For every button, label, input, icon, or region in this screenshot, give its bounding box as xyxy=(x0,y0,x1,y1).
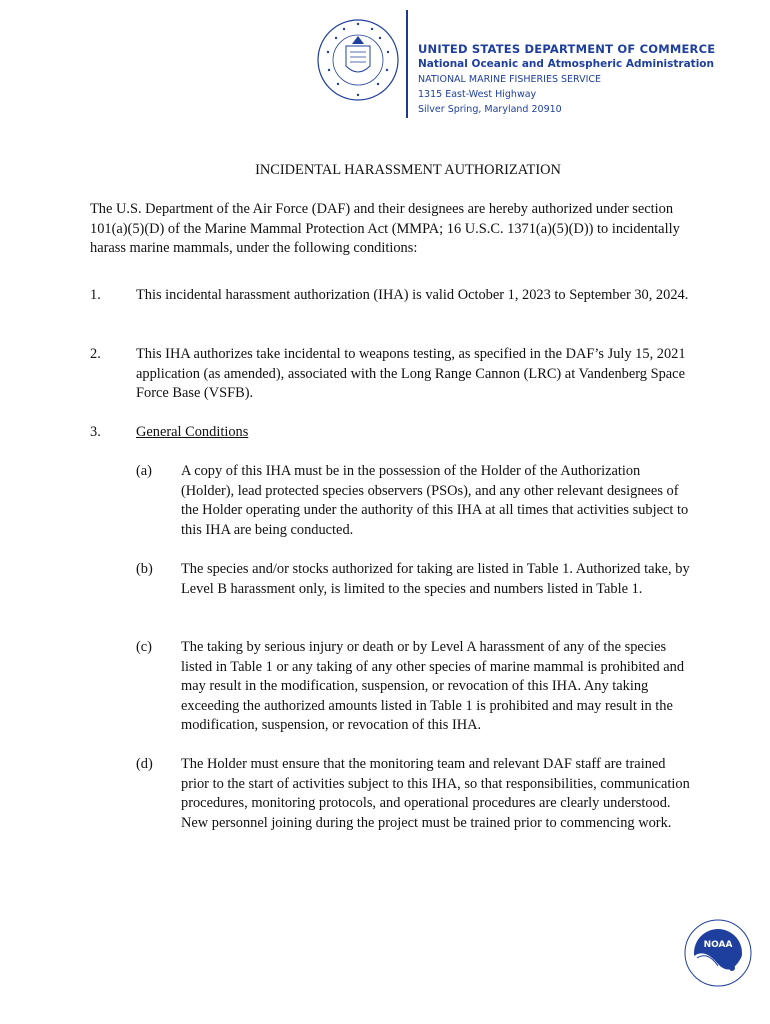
item-text: This incidental harassment authorization (IHA) is valid October 1, 2023 to September 30, 2024. xyxy=(136,287,689,303)
subitem-label: (b) xyxy=(136,561,153,577)
letterhead-administration: National Oceanic and Atmospheric Administration xyxy=(418,58,714,70)
item-text: This IHA authorizes take incidental to weapons testing, as specified in the DAF’s July 15, 2021 application (as amended), associated with the Long Range Cannon (LRC) at Vandenberg Space Force Base (VSFB). xyxy=(136,346,686,402)
letterhead-divider xyxy=(406,10,408,118)
subitem-label: (a) xyxy=(136,463,152,479)
subitem-label: (c) xyxy=(136,639,152,655)
subitem-text: A copy of this IHA must be in the possession of the Holder of the Authorization (Holder), lead protected species observers (PSOs), and any other relevant designees of the Holder operating under the authority of this IHA at all times that activities subject to this IHA are being conducted. xyxy=(181,463,689,538)
noaa-logo-text: NOAA xyxy=(703,940,733,950)
document-title: INCIDENTAL HARASSMENT AUTHORIZATION xyxy=(255,162,561,178)
item-number: 3. xyxy=(90,424,101,440)
letterhead-service: NATIONAL MARINE FISHERIES SERVICE xyxy=(418,74,602,85)
item-number: 2. xyxy=(90,346,101,362)
letterhead xyxy=(418,42,715,117)
noaa-logo-icon xyxy=(683,918,753,988)
subitem-text: The species and/or stocks authorized for taking are listed in Table 1. Authorized take, by Level B harassment only, is limited to the species and numbers listed in Table 1. xyxy=(181,561,690,597)
letterhead-department: UNITED STATES DEPARTMENT OF COMMERCE xyxy=(418,42,716,56)
intro-paragraph: The U.S. Department of the Air Force (DAF) and their designees are hereby authorized under section 101(a)(5)(D) of the Marine Mammal Protection Act (MMPA; 16 U.S.C. 1371(a)(5)(D)) to incidentally harass marine mammals, under the following conditions: xyxy=(90,201,680,257)
subitem-text: The taking by serious injury or death or by Level A harassment of any of the species listed in Table 1 or any taking of any other species of marine mammal is prohibited and may result in the modification, suspension, or revocation of this IHA. Any taking exceeding the authorized amounts listed in Table 1 is prohibited and may result in the modification, suspension, or revocation of this IHA. xyxy=(181,639,685,734)
section-heading-general-conditions: General Conditions xyxy=(136,424,249,440)
letterhead-address-line1: 1315 East-West Highway xyxy=(418,89,537,100)
letterhead-address-line2: Silver Spring, Maryland 20910 xyxy=(418,104,562,115)
subitem-label: (d) xyxy=(136,756,153,772)
item-number: 1. xyxy=(90,287,101,303)
department-of-commerce-seal-icon xyxy=(316,18,400,102)
subitem-text: The Holder must ensure that the monitoring team and relevant DAF staff are trained prior to the start of activities subject to this IHA, so that responsibilities, communication procedures, monitoring protocols, and operational procedures are clearly understood. New personnel joining during the project must be trained prior to commencing work. xyxy=(181,756,690,831)
